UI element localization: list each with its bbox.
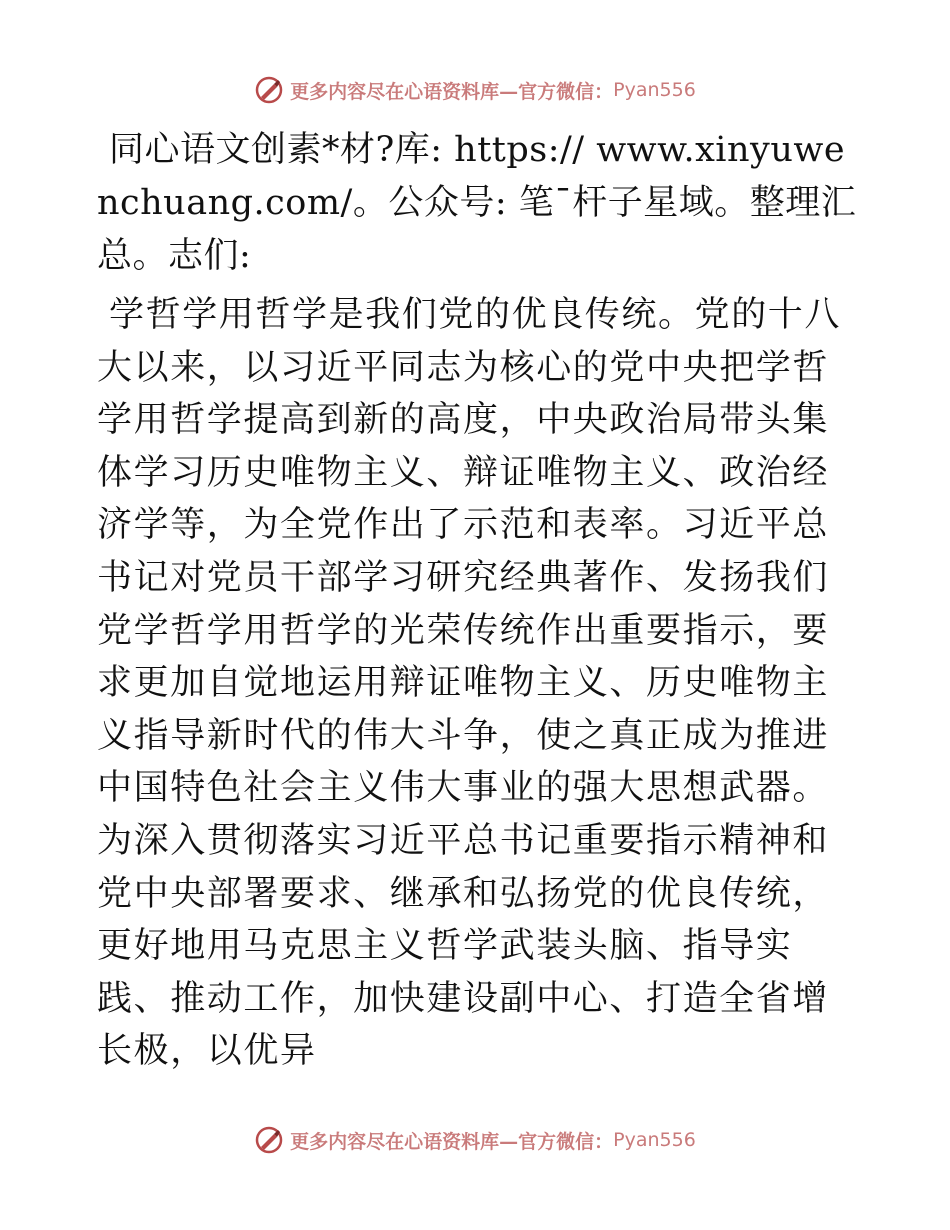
document-body — [97, 124, 857, 1078]
footer-watermark-banner — [0, 1122, 950, 1158]
intro-paragraph: 同心语文创素*材?库: https:// www.xinyuwenchuang.com/。公众号: 笔¯杆子星域。整理汇总。志们: — [97, 130, 857, 276]
pen-logo-icon — [254, 75, 284, 105]
header-watermark-banner — [0, 72, 950, 108]
banner-text: 更多内容尽在心语资料库—官方微信： — [290, 1130, 614, 1153]
banner-wechat-id: Pyan556 — [613, 79, 696, 101]
body-paragraph: 学哲学用哲学是我们党的优良传统。党的十八大以来，以习近平同志为核心的党中央把学哲学用哲学提高到新的高度，中央政治局带头集体学习历史唯物主义、辩证唯物主义、政治经济学等，为全党作出了示范和表率。习近平总书记对党员干部学习研究经典著作、发扬我们党学哲学用哲学的光荣传统作出重要指示，要求更加自觉地运用辩证唯物主义、历史唯物主义指导新时代的伟大斗争，使之真正成为推进中国特色社会主义伟大事业的强大思想武器。为深入贯彻落实习近平总书记重要指示精神和党中央部署要求、继承和弘扬党的优良传统，更好地用马克思主义哲学武装头脑、指导实践、推动工作，加快建设副中心、打造全省增长极，以优异 — [97, 295, 842, 1072]
pen-logo-icon — [254, 1125, 284, 1155]
banner-text: 更多内容尽在心语资料库—官方微信： — [290, 80, 614, 103]
banner-wechat-id: Pyan556 — [613, 1129, 696, 1151]
